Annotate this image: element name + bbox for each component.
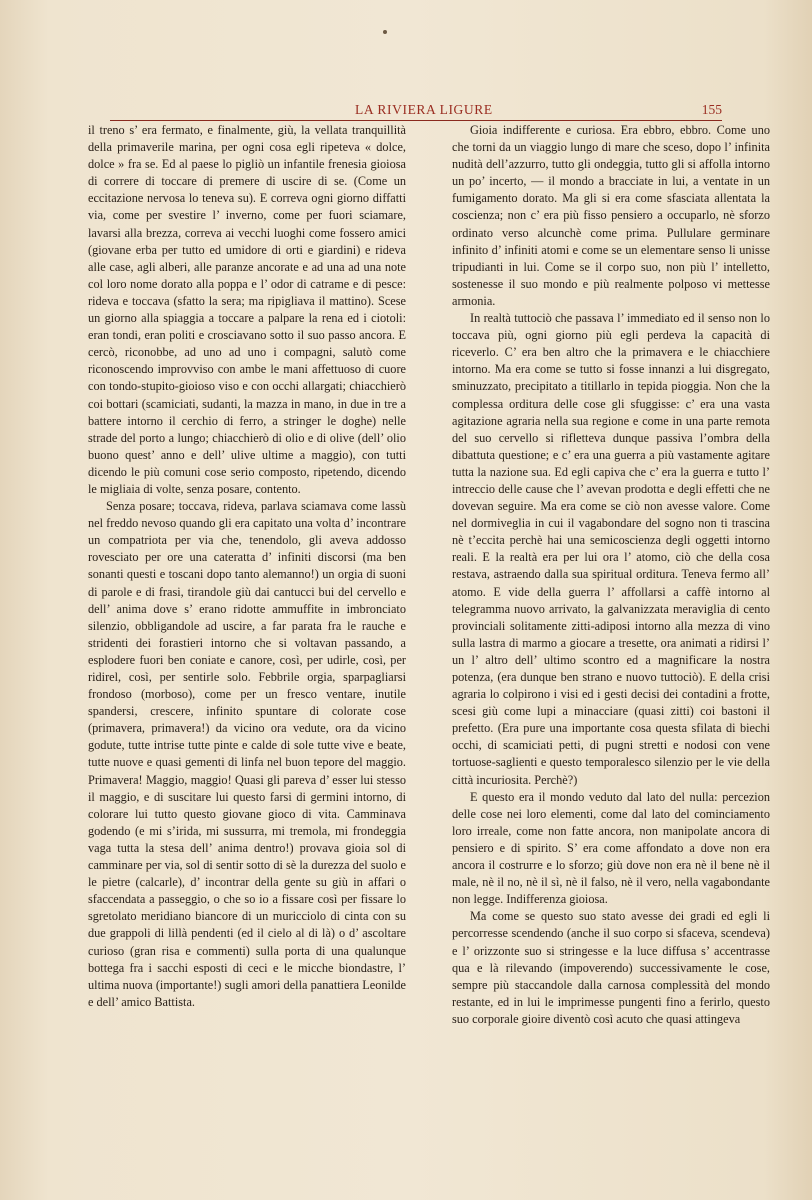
paragraph: Gioia indifferente e curiosa. Era ebbro, ebbro. Come uno che torni da un viaggio lungo di mare che sceso, dopo l’ infinita nudità dell’azzurro, tutto gli ondeggia, tutto gli si affolla intorno un po’ incerto, — il mondo a bracciate in lui, a ventate in un fumigamento dorato. Ma gli si era come sfasciata allentata la coscienza; non c’ era più fisso pensiero a occuparlo, nè sforzo ordinato verso alcunchè come prima. Pullulare germinare infinito d’ infiniti atomi e come se un elementare senso li unisse tripudianti in lui. Come se il corpo suo, non più l’ intelletto, sostenesse il suo mondo e più realmente polposo vi mettesse armonia. (452, 123, 770, 308)
running-title: LA RIVIERA LIGURE (355, 102, 493, 117)
ink-dot (383, 30, 387, 34)
running-head (110, 102, 722, 121)
paragraph: Senza posare; toccava, rideva, parlava sciamava come lassù nel freddo nevoso quando gli era capitato una volta d’ incontrare un compatriota per via che, tenendolo, gli aveva addosso rovesciato per ore una cateratta d’ infiniti discorsi (ma ben sonanti questi e toscani dopo tanto alemanno!) un orgia di suoni di parole e di frasi, tirandole giù dai cantucci bui del cervello e dell’ anima dove s’ erano ridotte ammuffite in imbronciato silenzio, obbligandole ad uscire, a far parata fra le rauche e stridenti dei forastieri intorno che si voltavan passando, a esplodere fuori ben coniate e canore, così, per udirle, così, per ridirel, così, per sentirle solo. Febbrile orgia, sparpagliarsi frondoso (morboso), come per un fresco ventare, inutile spandersi, crescere, infinito spuntare di colorate cose (primavera, primavera!) da vicino ora vedute, ora da vicino godute, tutte intrise tutte pinte e calde di sole tutte vive e beate, tutte nuove e quasi gementi di linfa nel buon tepore del maggio. Primavera! Maggio, maggio! Quasi gli pareva d’ esser lui stesso il maggio, e di suscitare lui questo farsi di germini intorno, di colorare lui tutto questo giovane gioco di vita. Camminava godendo (e mi s’irida, mi sussurra, mi tremola, mi frondeggia vaga tutta la stesa dell’ anima dentro!) provava gioia sol di camminare per via, sol di sentir sotto di sè la durezza del suolo e le pietre (calcarle), d’ incontrar della gente su giù in affari o sfaccendata a passeggio, o che so io a fissare così per fissare lo sgretolato meridiano biancore di un muricciolo di cinta con su due grappoli di lillà pendenti (ed il cielo al di là) o d’ ascoltare curioso (gran risa e commenti) sulla porta di una qualunque bottega fra i sacchi esposti di ceci e le micche biondastre, l’ ultima nuova (importante!) sugli amori della panattiera Leonilde e dell’ amico Battista. (88, 499, 406, 1009)
page-number: 155 (701, 102, 722, 117)
right-column (452, 122, 770, 1028)
paragraph: il treno s’ era fermato, e finalmente, giù, la vellata tranquillità della primaverile marina, per ogni cosa egli ripeteva « dolce, dolce » fra se. Ed al paese lo pigliò un infantile frenesia gioiosa di correre di toccare di premere di uscire di se. (Come un eccitazione nervosa lo teneva su). E correva ogni giorno diffatti via, come per svestire l’ inverno, come per fuori sciamare, lavarsi alla brezza, correva ai vecchi luoghi come fossero amici (giovane erba per tutto ed umidore di orti e giardini) e rideva alle case, agli alberi, alle paranze ancorate e ad una ad una note col loro nome dorato alla poppa e l’ odor di catrame e di pesce: rideva e toccava (sfatto la sera; ma ripigliava il mattino). Scese un giorno alla spiaggia a toccare a palpare la rena ed i ciotoli: eran tondi, eran politi e crosciavano sotto il suo passo ancora. E cercò, riconobbe, ad uno ad uno i compagni, salutò come riconoscendo improvviso con ambe le mani affettuoso di cuore con tondo-stupito-gioioso viso e con occhi allargati; chiacchierò coi bottari (scamiciati, sudanti, la mazza in mano, in due in tre a battere intorno il cerchio di ferro, a stringer le doghe) nelle strade del porto a lungo; chiacchierò di olio e di olive (dell’ olio buono quest’ anno e dell’ ulive ultime a maggio), con tutti dicendo le più comuni cose serio composto, ripetendo, dicendo le migliaia di volte, senza posare, contento. (88, 123, 406, 496)
paragraph: Ma come se questo suo stato avesse dei gradi ed egli li percorresse scendendo (anche il suo corpo si sfaceva, scendeva) e l’ orizzonte suo si stringesse e la luce diffusa s’ accentrasse qua e là rilevando (impoverendo) successivamente le cose, sempre più staccandole dalla carnosa complessità del mondo restante, ed in lui le imprimesse pungenti fino a ferirlo, questo suo corporale gioire diventò così acuto che quasi attingeva (452, 909, 770, 1026)
paragraph: E questo era il mondo veduto dal lato del nulla: percezion delle cose nei loro elementi, come dal lato del cominciamento loro irreale, come non fatte ancora, non manipolate ancora di pensiero e di spirito. S’ era come affondato a dove non era ancora il costrurre e lo sforzo; giù dove non era nè il bene nè il male, nè il no, nè il sì, nè il falso, nè il vero, nella vagabondante non legge. Indifferenza gioiosa. (452, 789, 770, 907)
paragraph: In realtà tuttociò che passava l’ immediato ed il senso non lo toccava più, ogni giorno più egli perdeva la capacità di riceverlo. C’ era ben altro che la primavera e le chiacchiere intorno. Ma era come se tutto si fosse innanzi a lui disgregato, sminuzzato, precipitato a titillarlo in tepida pioggia. Non che la complessa orditura delle cose gli sfuggisse: c’ era una vasta agitazione agraria nella sua regione e come in una parte remota del suo cervello si rifletteva dunque passiva l’ombra della dibattuta questione; e c’ era una guerra a più vastamente agitare tutta la nazione sua. Ed egli capiva che c’ era la guerra e tutto l’ intreccio delle cause che l’ avevan prodotta e degli effetti che ne dovevan seguire. Ma era come se ciò non avesse valore. Come nel dormiveglia in cui il vagabondare del sogno non ti trascina nè t’eccita perchè hai una semicoscienza degli oggetti intorno reali. E la realtà era per lui ora l’ atomo, ciò che della cosa restava, astraendo dalla sua spiritual orditura. Teneva fermo all’ atomo. E vide della guerra l’ affollarsi a caffè intorno al telegramma nuovo arrivato, la galvanizzata meraviglia di cento provinciali solitamente zitti-adiposi intorno alla mezza di vino sulla lastra di marmo a giocare a tresette, ora animati a ridirsi l’ un l’ altro dell’ ultimo scontro ed a magnificare la nostra potenza, (era dunque ben strano e nuovo tuttociò). E della crisi agraria lo colpirono i visi ed i gesti decisi dei contadini a frotte, scesi giù come lupi a minacciare (quasi zitti) coi bastoni il prefetto. (Era pure una importante cosa questa sfilata di biechi occhi, di scamiciati petti, di pugni stretti e nodosi con vene tortuose-saglienti e questo temporalesco silenzio per le vie della città incuriosita. Perchè?) (452, 311, 770, 787)
left-column (88, 122, 406, 1011)
